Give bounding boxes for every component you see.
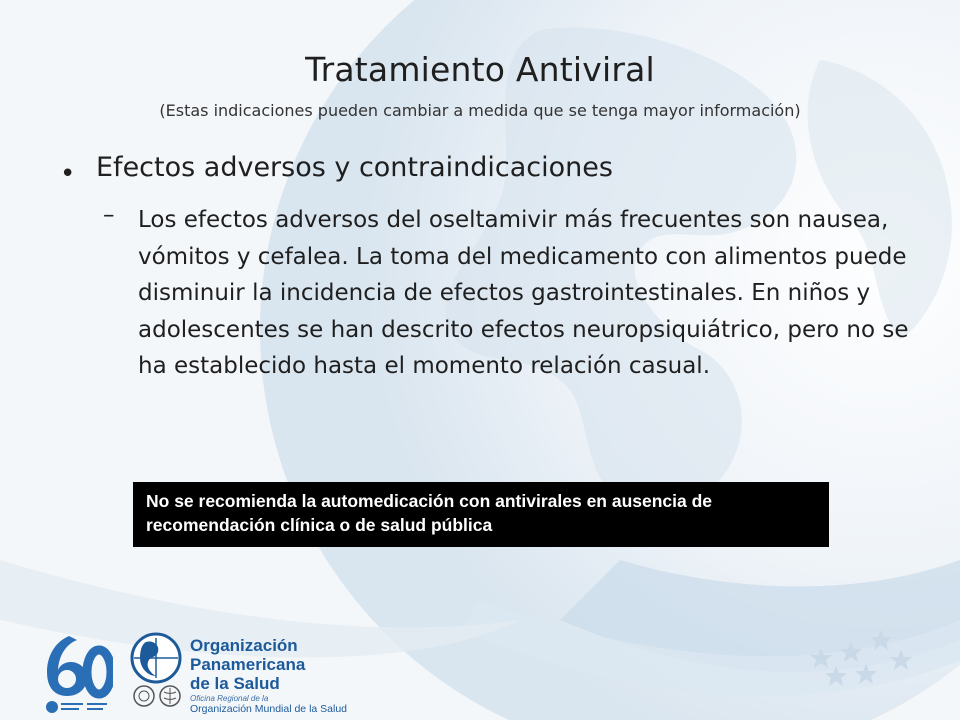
slide-title: Tratamiento Antiviral: [305, 50, 655, 89]
paho-line-3: de la Salud: [190, 674, 280, 693]
paho-line-1: Organización: [190, 636, 298, 655]
body-paragraph: Los efectos adversos del oseltamivir más frecuentes son nausea, vómitos y cefalea. La toma del medicamento con alimentos puede disminuir la incidencia de efectos gastrointestinales. En niños y adolescentes se han descrito efectos neuropsiquiátrico, pero no se ha establecido hasta el momento relación casual.: [138, 207, 909, 379]
who-name-label: Organización Mundial de la Salud: [190, 703, 348, 715]
slide-subtitle: (Estas indicaciones pueden cambiar a medida que se tenga mayor información): [159, 101, 801, 120]
paho-line-2: Panamericana: [190, 655, 306, 674]
warning-note: No se recomienda la automedicación con antivirales en ausencia de recomendación clínica o de salud pública: [133, 482, 829, 547]
anniversary-60-logo: [43, 632, 113, 714]
who-emblems-icon: [132, 684, 184, 708]
paho-emblem-icon: [128, 632, 184, 684]
dash-icon: –: [103, 202, 115, 228]
bullet-heading: Efectos adversos y contraindicaciones: [96, 152, 613, 183]
stars-decoration: [806, 628, 916, 690]
bullet-icon: •: [60, 159, 76, 189]
paho-wordmark: [190, 636, 305, 693]
regional-office-label: Oficina Regional de la: [190, 694, 269, 703]
